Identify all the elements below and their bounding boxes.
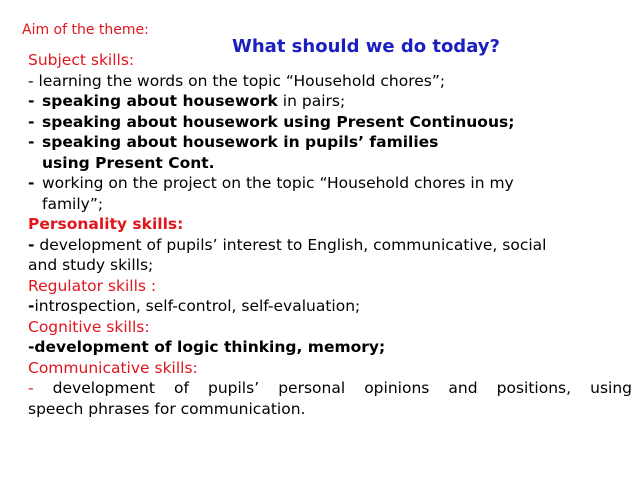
subject-item-3-text: speaking about housework using Present Continuous; xyxy=(42,112,515,131)
subject-item-1: - learning the words on the topic “Household chores”; xyxy=(28,71,446,90)
communicative-line-2: speech phrases for communication. xyxy=(28,399,306,418)
dash-mark: - xyxy=(28,235,35,254)
aim-label: Aim of the theme: xyxy=(22,22,149,38)
dash-mark: - xyxy=(28,379,34,397)
page-title: What should we do today? xyxy=(232,36,500,57)
communicative-skills-heading: Communicative skills: xyxy=(28,358,198,377)
cognitive-skills-heading: Cognitive skills: xyxy=(28,317,150,336)
bullet-mark: - xyxy=(28,133,35,151)
communicative-line-1 xyxy=(28,378,632,399)
regulator-line xyxy=(28,296,632,317)
bullet-mark: - xyxy=(28,174,35,192)
personality-skills-heading: Personality skills: xyxy=(28,215,184,233)
subject-item-5-line1: working on the project on the topic “Household chores in my xyxy=(42,174,514,192)
cognitive-line: -development of logic thinking, memory; xyxy=(28,338,386,356)
communicative-line-1-text: development of pupils’ personal opinions and positions, using xyxy=(33,379,632,397)
dash-mark: - xyxy=(28,297,35,315)
personality-line-1 xyxy=(28,235,632,256)
subject-item-4-line2: using Present Cont. xyxy=(42,153,215,172)
personality-line-2: and study skills; xyxy=(28,256,154,274)
subject-item-5 xyxy=(28,173,632,194)
skills-content xyxy=(28,50,632,419)
subject-item-3 xyxy=(28,112,632,133)
regulator-text: introspection, self-control, self-evaluation; xyxy=(34,297,361,315)
bullet-mark: - xyxy=(28,92,35,110)
subject-item-4-line1: speaking about housework in pupils’ families xyxy=(42,133,439,151)
subject-item-4 xyxy=(28,132,632,153)
subject-item-2 xyxy=(28,91,632,112)
subject-item-5-line2: family”; xyxy=(42,194,104,213)
subject-item-2-bold: speaking about housework xyxy=(42,92,278,110)
regulator-skills-heading: Regulator skills : xyxy=(28,276,157,295)
personality-line-1-text: development of pupils’ interest to English, communicative, social xyxy=(34,235,547,254)
subject-item-2-rest: in pairs; xyxy=(277,92,346,110)
bullet-mark: - xyxy=(28,112,35,131)
subject-skills-heading: Subject skills: xyxy=(28,51,135,69)
